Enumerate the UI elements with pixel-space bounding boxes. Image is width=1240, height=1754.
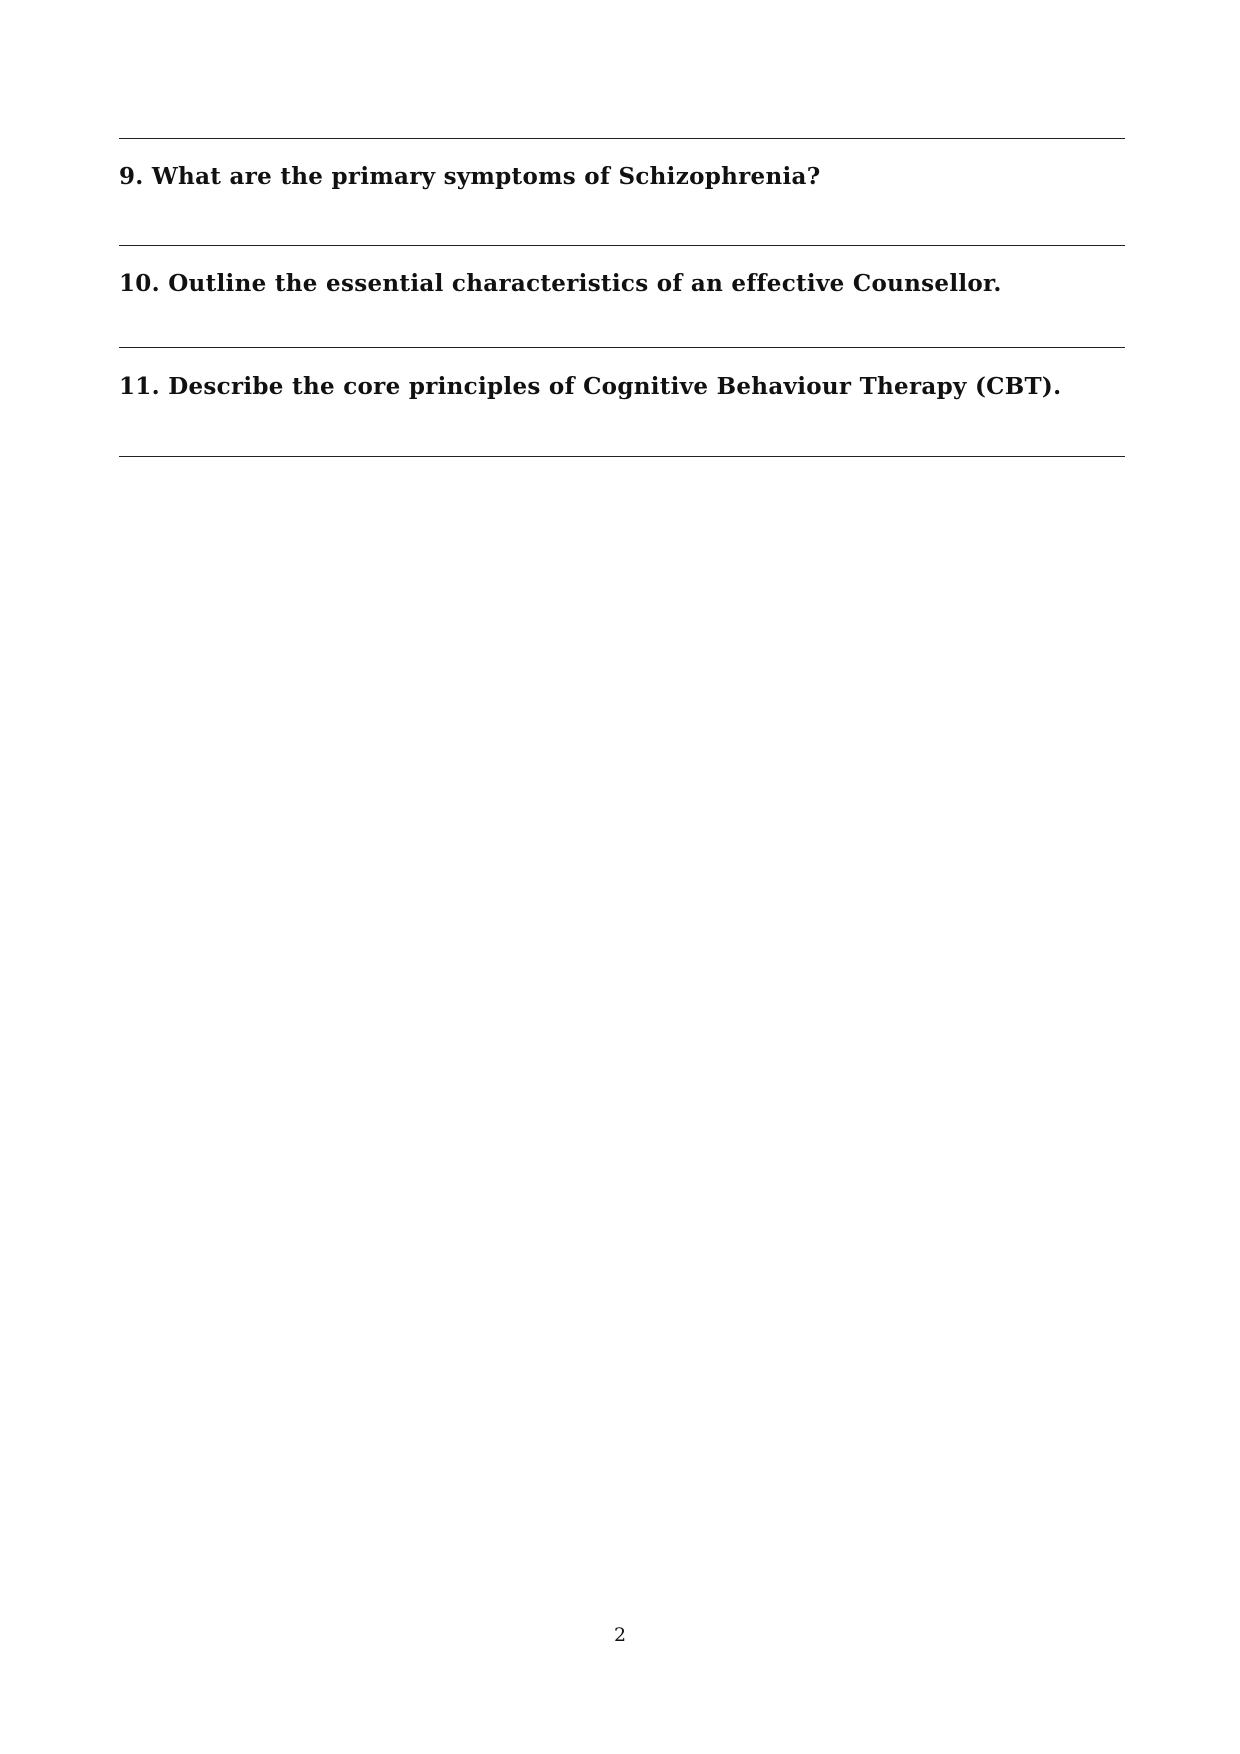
question-9: 9. What are the primary symptoms of Schizophrenia? [119, 163, 821, 190]
page-number: 2 [613, 1624, 627, 1646]
question-10: 10. Outline the essential characteristics of an effective Counsellor. [119, 270, 1002, 297]
divider-top [119, 138, 1125, 139]
question-11: 11. Describe the core principles of Cognitive Behaviour Therapy (CBT). [119, 373, 1062, 400]
divider-after-question-10 [119, 347, 1125, 348]
divider-after-question-11 [119, 456, 1125, 457]
divider-after-question-9 [119, 245, 1125, 246]
